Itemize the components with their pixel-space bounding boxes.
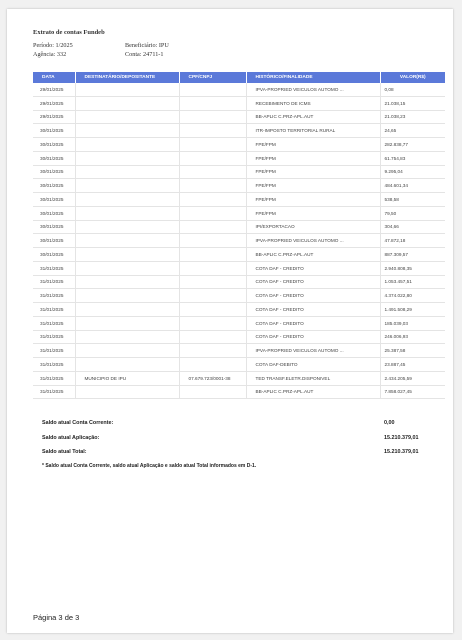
- row-date: 30/01/2025: [33, 151, 75, 165]
- row-cpf-cnpj: [179, 96, 246, 110]
- table-row: [33, 206, 445, 220]
- row-date: 31/01/2025: [33, 371, 75, 385]
- row-date: 30/01/2025: [33, 165, 75, 179]
- balance-corrente-label: Saldo atual Conta Corrente:: [42, 420, 114, 426]
- row-history: BB-APLIC C.PRZ-APL.AUT: [246, 385, 380, 399]
- row-cpf-cnpj: [179, 179, 246, 193]
- balance-corrente-value: 0,00: [384, 420, 395, 426]
- row-recipient: [75, 289, 179, 303]
- row-history: FPE/FPM: [246, 206, 380, 220]
- row-value: 25.387,58: [380, 344, 445, 358]
- row-history: IPVA-PROPRIED VEICULOS AUTOMO ...: [246, 83, 380, 96]
- row-cpf-cnpj: [179, 385, 246, 399]
- row-cpf-cnpj: [179, 248, 246, 262]
- row-cpf-cnpj: [179, 234, 246, 248]
- row-cpf-cnpj: [179, 303, 246, 317]
- row-history: FPE/FPM: [246, 165, 380, 179]
- row-value: 61.754,83: [380, 151, 445, 165]
- row-history: COTA DAF - CREDITO: [246, 289, 380, 303]
- row-value: 2.434.205,59: [380, 371, 445, 385]
- row-recipient: [75, 385, 179, 399]
- table-row: [33, 316, 445, 330]
- table-row: [33, 234, 445, 248]
- row-history: COTA DAF-DEBITO: [246, 358, 380, 372]
- row-value: 1.491.508,29: [380, 303, 445, 317]
- row-value: 282.838,77: [380, 138, 445, 152]
- row-value: 21.038,23: [380, 110, 445, 124]
- row-value: 24,65: [380, 124, 445, 138]
- table-row: [33, 248, 445, 262]
- row-date: 30/01/2025: [33, 248, 75, 262]
- table-row: [33, 385, 445, 399]
- row-history: TED TRANSF.ELETR.DISPONIVEL: [246, 371, 380, 385]
- row-cpf-cnpj: [179, 138, 246, 152]
- row-value: 887.309,57: [380, 248, 445, 262]
- row-history: COTA DAF - CREDITO: [246, 330, 380, 344]
- table-row: [33, 151, 445, 165]
- row-history: IPI/EXPORTACAO: [246, 220, 380, 234]
- row-history: FPE/FPM: [246, 151, 380, 165]
- row-cpf-cnpj: [179, 83, 246, 96]
- balance-note: * Saldo atual Conta Corrente, saldo atual Aplicação e saldo atual Total informados em D-1.: [42, 462, 257, 469]
- table-row: [33, 344, 445, 358]
- row-recipient: [75, 344, 179, 358]
- row-value: 0,08: [380, 83, 445, 96]
- row-recipient: [75, 151, 179, 165]
- row-cpf-cnpj: [179, 275, 246, 289]
- row-cpf-cnpj: [179, 206, 246, 220]
- row-recipient: [75, 110, 179, 124]
- table-row: [33, 96, 445, 110]
- row-value: 47.872,18: [380, 234, 445, 248]
- row-date: 31/01/2025: [33, 289, 75, 303]
- page-number: Página 3 de 3: [33, 613, 80, 622]
- row-date: 31/01/2025: [33, 330, 75, 344]
- statement-header: [33, 29, 169, 59]
- row-cpf-cnpj: [179, 124, 246, 138]
- beneficiary-label: Beneficiário: IPU: [125, 42, 169, 49]
- row-value: 21.038,15: [380, 96, 445, 110]
- row-history: FPE/FPM: [246, 193, 380, 207]
- row-value: 23.887,45: [380, 358, 445, 372]
- balance-total-value: 15.210.379,01: [384, 449, 419, 455]
- statement-page: [7, 9, 453, 633]
- row-history: BB-APLIC C.PRZ-APL.AUT: [246, 110, 380, 124]
- row-history: FPE/FPM: [246, 179, 380, 193]
- row-value: 4.374.022,80: [380, 289, 445, 303]
- transactions-table: [33, 72, 445, 399]
- row-value: 246.006,93: [380, 330, 445, 344]
- row-history: IPVA-PROPRIED VEICULOS AUTOMO ...: [246, 234, 380, 248]
- row-history: COTA DAF - CREDITO: [246, 275, 380, 289]
- row-recipient: [75, 330, 179, 344]
- row-date: 30/01/2025: [33, 138, 75, 152]
- balance-aplicacao-value: 15.210.379,01: [384, 434, 419, 441]
- row-date: 31/01/2025: [33, 385, 75, 399]
- row-value: 79,50: [380, 206, 445, 220]
- row-value: 9.295,04: [380, 165, 445, 179]
- balance-total-label: Saldo atual Total:: [42, 449, 87, 455]
- row-recipient: [75, 220, 179, 234]
- row-recipient: [75, 261, 179, 275]
- row-recipient: [75, 206, 179, 220]
- row-cpf-cnpj: [179, 110, 246, 124]
- row-cpf-cnpj: [179, 358, 246, 372]
- row-date: 29/01/2025: [33, 83, 75, 96]
- row-recipient: [75, 96, 179, 110]
- row-cpf-cnpj: 07.679.723/0001-38: [179, 371, 246, 385]
- row-history: FPE/FPM: [246, 138, 380, 152]
- balance-summary: [42, 416, 422, 469]
- row-value: 304,66: [380, 220, 445, 234]
- row-date: 29/01/2025: [33, 96, 75, 110]
- table-row: [33, 289, 445, 303]
- row-recipient: [75, 303, 179, 317]
- row-cpf-cnpj: [179, 344, 246, 358]
- row-value: 1.053.457,51: [380, 275, 445, 289]
- table-row: [33, 124, 445, 138]
- row-history: RECEBIMENTO DE ICMS: [246, 96, 380, 110]
- table-row: [33, 371, 445, 385]
- balance-aplicacao-label: Saldo atual Aplicação:: [42, 434, 100, 441]
- row-cpf-cnpj: [179, 289, 246, 303]
- row-value: 484.601,34: [380, 179, 445, 193]
- period-label: Período: 1/2025: [33, 42, 73, 49]
- row-history: BB-APLIC C.PRZ-APL.AUT: [246, 248, 380, 262]
- row-date: 30/01/2025: [33, 234, 75, 248]
- row-recipient: [75, 193, 179, 207]
- table-row: [33, 261, 445, 275]
- row-value: 185.039,03: [380, 316, 445, 330]
- row-recipient: [75, 248, 179, 262]
- col-header-valor: VALOR(R$): [380, 72, 445, 83]
- row-date: 30/01/2025: [33, 124, 75, 138]
- row-date: 31/01/2025: [33, 303, 75, 317]
- row-recipient: [75, 165, 179, 179]
- table-row: [33, 138, 445, 152]
- table-row: [33, 303, 445, 317]
- col-header-data: DATA: [33, 72, 75, 83]
- row-recipient: [75, 124, 179, 138]
- row-cpf-cnpj: [179, 330, 246, 344]
- row-value: 538,58: [380, 193, 445, 207]
- row-value: 2.940.808,35: [380, 261, 445, 275]
- row-history: ITR-IMPOSTO TERRITORIAL RURAL: [246, 124, 380, 138]
- row-recipient: MUNICIPIO DE IPU: [75, 371, 179, 385]
- table-row: [33, 330, 445, 344]
- table-header-row: [33, 72, 445, 83]
- row-date: 30/01/2025: [33, 220, 75, 234]
- row-recipient: [75, 358, 179, 372]
- table-row: [33, 179, 445, 193]
- row-recipient: [75, 275, 179, 289]
- col-header-destinatario: DESTINATÁRIO/DEPOSITANTE: [75, 72, 179, 83]
- row-cpf-cnpj: [179, 151, 246, 165]
- row-cpf-cnpj: [179, 220, 246, 234]
- row-history: COTA DAF - CREDITO: [246, 303, 380, 317]
- row-cpf-cnpj: [179, 316, 246, 330]
- table-row: [33, 220, 445, 234]
- row-history: COTA DAF - CREDITO: [246, 316, 380, 330]
- row-date: 31/01/2025: [33, 344, 75, 358]
- row-date: 30/01/2025: [33, 206, 75, 220]
- statement-title: Extrato de contas Fundeb: [33, 29, 105, 36]
- row-date: 31/01/2025: [33, 358, 75, 372]
- table-row: [33, 193, 445, 207]
- row-date: 30/01/2025: [33, 179, 75, 193]
- table-row: [33, 83, 445, 96]
- table-row: [33, 110, 445, 124]
- row-date: 31/01/2025: [33, 316, 75, 330]
- row-recipient: [75, 83, 179, 96]
- table-row: [33, 165, 445, 179]
- row-cpf-cnpj: [179, 193, 246, 207]
- row-value: 7.858.027,45: [380, 385, 445, 399]
- row-cpf-cnpj: [179, 261, 246, 275]
- row-date: 31/01/2025: [33, 275, 75, 289]
- row-history: IPVA-PROPRIED VEICULOS AUTOMO ...: [246, 344, 380, 358]
- row-cpf-cnpj: [179, 165, 246, 179]
- col-header-cpf: CPF/CNPJ: [179, 72, 246, 83]
- table-row: [33, 275, 445, 289]
- row-date: 31/01/2025: [33, 261, 75, 275]
- row-recipient: [75, 316, 179, 330]
- row-date: 29/01/2025: [33, 110, 75, 124]
- row-recipient: [75, 234, 179, 248]
- row-history: COTA DAF - CREDITO: [246, 261, 380, 275]
- col-header-historico: HISTÓRICO/FINALIDADE: [246, 72, 380, 83]
- row-recipient: [75, 138, 179, 152]
- agency-label: Agência: 332: [33, 51, 67, 58]
- row-date: 30/01/2025: [33, 193, 75, 207]
- account-label: Conta: 24711-1: [125, 51, 164, 58]
- row-recipient: [75, 179, 179, 193]
- table-row: [33, 358, 445, 372]
